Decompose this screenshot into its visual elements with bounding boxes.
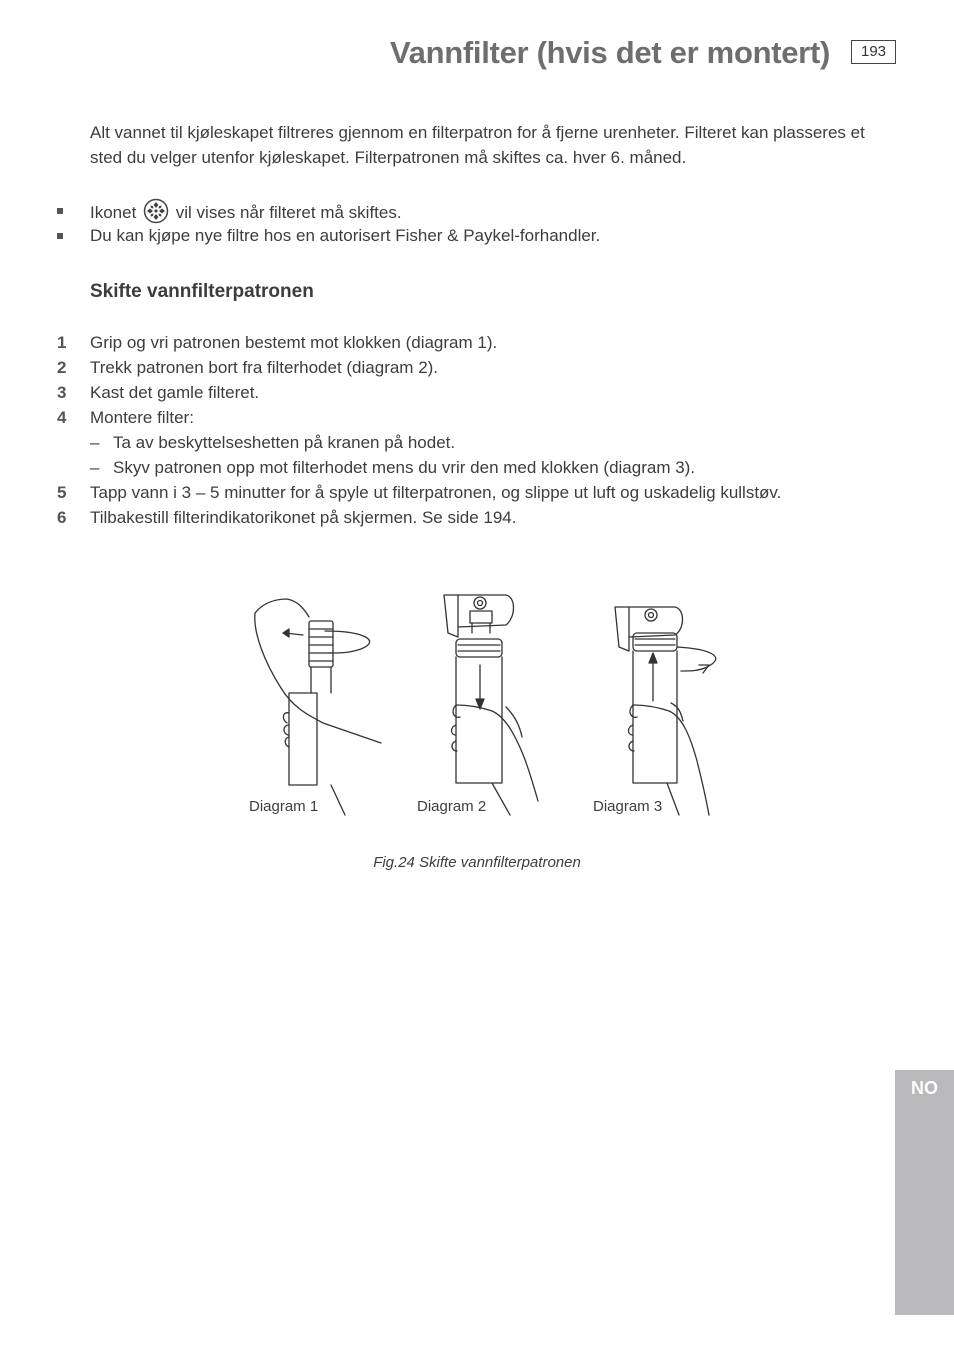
step-text: Kast det gamle filteret. xyxy=(90,383,260,402)
diagram-1-illustration xyxy=(245,593,405,823)
step-item xyxy=(57,355,887,380)
step-text: Tilbakestill filterindikatorikonet på skjermen. Se side 194. xyxy=(90,508,517,527)
diagram-2-illustration xyxy=(420,587,560,823)
step-number: 5 xyxy=(57,483,67,502)
step-item xyxy=(57,330,887,355)
filter-replacement-figure xyxy=(230,585,750,825)
bullet-item xyxy=(57,198,877,223)
diagram-3-label: Diagram 3 xyxy=(593,798,663,815)
diagram-3-illustration xyxy=(595,593,735,823)
step-text: Montere filter: xyxy=(90,408,194,427)
sub-step-dash: – xyxy=(90,433,100,452)
step-number: 4 xyxy=(57,408,67,427)
sub-step-text: Skyv patronen opp mot filterhodet mens du vrir den med klokken (diagram 3). xyxy=(113,458,696,477)
step-number: 1 xyxy=(57,333,67,352)
language-tab-label: NO xyxy=(911,1078,938,1098)
filter-indicator-icon xyxy=(143,198,169,224)
step-item xyxy=(57,480,887,505)
bullet-marker xyxy=(57,233,63,239)
bullet-text: Du kan kjøpe nye filtre hos en autorisert Fisher & Paykel-forhandler. xyxy=(90,226,601,245)
step-number: 2 xyxy=(57,358,67,377)
sub-step-text: Ta av beskyttelseshetten på kranen på hodet. xyxy=(113,433,456,452)
sub-step-dash: – xyxy=(90,458,100,477)
intro-paragraph: Alt vannet til kjøleskapet filtreres gjennom en filterpatron for å fjerne urenheter. Filteret kan plasseres et sted du velger utenfor kjøleskapet. Filterpatronen må skiftes ca. hver 6. måned. xyxy=(90,123,865,167)
diagram-1-label: Diagram 1 xyxy=(249,798,319,815)
sub-step-item xyxy=(57,430,887,455)
step-item xyxy=(57,405,887,430)
steps-list xyxy=(57,330,887,530)
step-text: Trekk patronen bort fra filterhodet (diagram 2). xyxy=(90,358,439,377)
bullet-marker xyxy=(57,208,63,214)
language-tab xyxy=(895,1070,954,1315)
step-item xyxy=(57,380,887,405)
step-text: Grip og vri patronen bestemt mot klokken (diagram 1). xyxy=(90,333,498,352)
step-text: Tapp vann i 3 – 5 minutter for å spyle ut filterpatronen, og slippe ut luft og uskadelig kullstøv. xyxy=(90,483,782,502)
sub-step-item xyxy=(57,455,887,480)
step-number: 6 xyxy=(57,508,67,527)
diagram-2-label: Diagram 2 xyxy=(417,798,487,815)
page-number: 193 xyxy=(851,40,896,64)
page-title: Vannfilter (hvis det er montert) xyxy=(390,35,830,70)
bullet-item xyxy=(57,223,877,248)
figure-caption: Fig.24 Skifte vannfilterpatronen xyxy=(373,854,581,871)
step-item xyxy=(57,505,887,530)
bullet-text-after-icon: vil vises når filteret må skiftes. xyxy=(175,203,402,222)
bullet-text-before-icon: Ikonet xyxy=(90,203,137,222)
bullet-list xyxy=(57,198,877,248)
section-heading: Skifte vannfilterpatronen xyxy=(90,281,314,302)
step-number: 3 xyxy=(57,383,67,402)
